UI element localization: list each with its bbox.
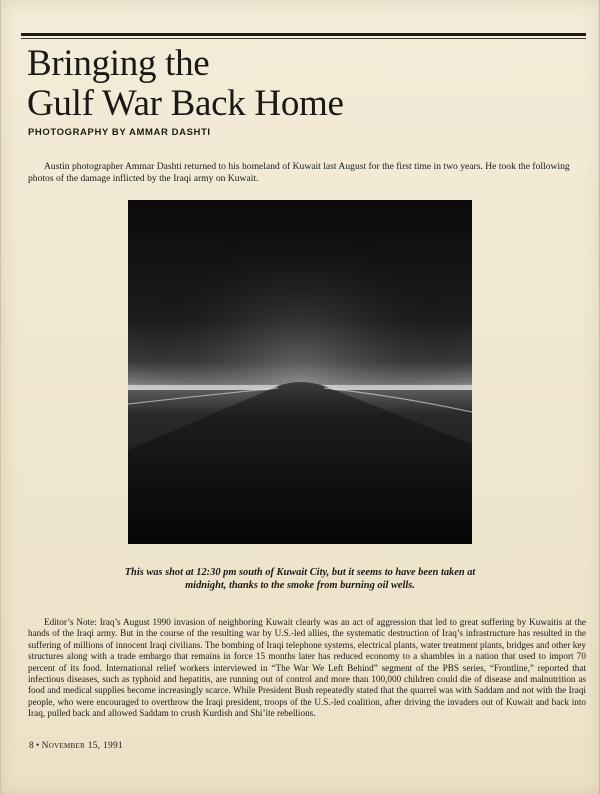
photo-credit: PHOTOGRAPHY BY AMMAR DASHTI (28, 127, 211, 138)
issue-date: November 15, 1991 (41, 741, 123, 751)
top-rule-thick (21, 33, 586, 36)
top-rule-thin (21, 38, 586, 39)
article-title (27, 44, 567, 124)
photo-caption: This was shot at 12:30 pm south of Kuwait City, but it seems to have been taken at midnight, thanks to the smoke from burning oil wells. (124, 567, 476, 591)
smoke-darkened-road-photo (128, 200, 472, 544)
article-title-line2: Gulf War Back Home (27, 83, 344, 124)
article-title-line1: Bringing the (27, 43, 210, 84)
editors-note: Editor’s Note: Iraq’s August 1990 invasion of neighboring Kuwait clearly was an act of aggression that led to great suffering by Kuwaitis at the hands of the Iraqi army. But in the course of the resulting war by U.S.-led allies, the systematic destruction of Iraq’s infrastructure has resulted in the suffering of millions of innocent Iraqi civilians. The bombing of Iraqi telephone systems, electrical plants, water treatment plants, bridges and other key structures along with a trade embargo that remains in force 15 months later has reduced economy to a shambles in a nation that used to import 70 percent of its food. International relief workers interviewed in “The War We Left Behind” segment of the PBS series, “Frontline,” reported that infectious diseases, such as typhoid and hepatitis, are running out of control and more than 100,000 children could die of disease and malnutrition as food and medical supplies become increasingly scarce. While President Bush repeatedly stated that the quarrel was with Saddam and not with the Iraqi people, who were encouraged to overthrow the Iraqi president, troops of the U.S.-led coalition, after driving the invaders out of Kuwait and back into Iraq, pulled back and allowed Saddam to crush Kurdish and Shi’ite rebellions. (28, 617, 586, 719)
page-number: 8 (29, 741, 34, 751)
intro-paragraph: Austin photographer Ammar Dashti returned to his homeland of Kuwait last August for the first time in two years. He took the following photos of the damage inflicted by the Iraqi army on Kuwait. (28, 161, 570, 184)
photo-image (128, 200, 472, 544)
page-folio (29, 741, 123, 751)
folio-separator: • (36, 741, 40, 751)
